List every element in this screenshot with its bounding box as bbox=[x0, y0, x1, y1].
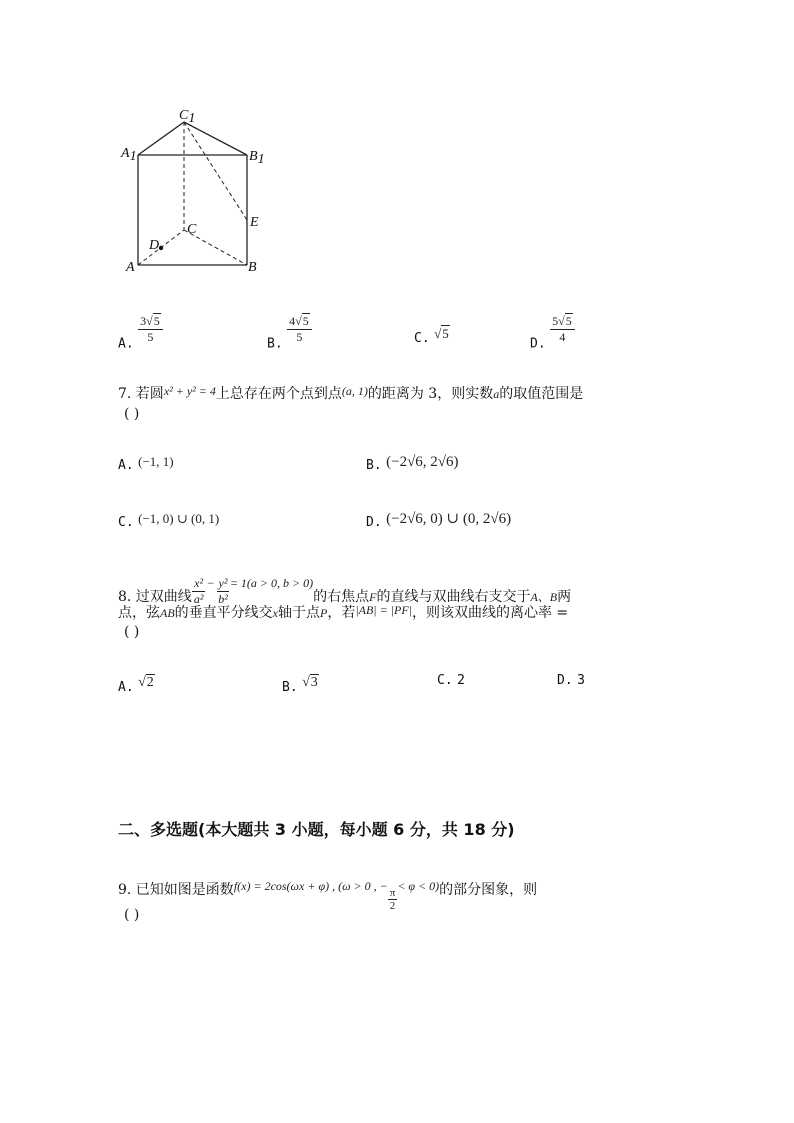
q7-stem: 7. 若圆x² + y² = 4上总存在两个点到点(a, 1)的距离为 3，则实数a的取值范围是 bbox=[118, 384, 584, 402]
option-label: D. bbox=[530, 336, 546, 352]
label-A: A bbox=[126, 260, 135, 275]
q6-option-c[interactable] bbox=[414, 324, 450, 349]
q7-answer-paren: ( ) bbox=[124, 406, 140, 422]
fraction-pi-2: $\frac{\pi}{2}$ bbox=[389, 887, 396, 912]
q8-option-a[interactable]: A. √2 bbox=[118, 675, 154, 695]
edge-A1C1 bbox=[138, 122, 184, 155]
math-point: (a, 1) bbox=[341, 384, 368, 398]
q6-option-d[interactable] bbox=[530, 314, 575, 355]
q7-option-d[interactable]: D. (−2√6, 0) ∪ (0, 2√6) bbox=[366, 511, 512, 530]
q8-stem-line2: 点，弦AB的垂直平分线交x轴于点P，若|AB| = |PF|，则该双曲线的离心率 = bbox=[118, 603, 569, 621]
q9-answer-paren: ( ) bbox=[124, 907, 140, 923]
prism-figure bbox=[110, 100, 280, 280]
label-A1: A1 bbox=[121, 146, 137, 164]
label-B1: B1 bbox=[249, 149, 265, 167]
q8-option-d[interactable]: D. 3 bbox=[557, 673, 585, 688]
point-D bbox=[159, 246, 163, 250]
q8-stem-line1: 8. 过双曲线 $\frac{\text{x²}}{\text{a²}}$ − $\frac{\text{y²}}{\text{b²}}$ = 1(a > 0, b > 0)的右焦点F的直线与双曲线右支交于A、B两 bbox=[118, 576, 572, 606]
edge-C1B1 bbox=[184, 122, 247, 155]
section-heading: 二、多选题(本大题共 3 小题，每小题 6 分，共 18 分) bbox=[118, 820, 515, 839]
option-label: A. bbox=[118, 336, 134, 352]
fraction: $\frac{4√5}{5}$ bbox=[287, 314, 312, 345]
label-E: E bbox=[250, 215, 259, 230]
math-circle-eq: x² + y² = 4 bbox=[163, 384, 216, 398]
sqrt-value: √5 bbox=[434, 326, 449, 341]
option-label: B. bbox=[267, 336, 283, 352]
label-D: D bbox=[149, 238, 160, 253]
q8-option-b[interactable]: B. √3 bbox=[282, 675, 318, 695]
label-B: B bbox=[248, 260, 257, 275]
fraction: $\frac{3√5}{5}$ bbox=[138, 314, 163, 345]
q7-option-c[interactable]: C. (−1, 0) ∪ (0, 1) bbox=[118, 511, 220, 530]
option-label: C. bbox=[414, 331, 430, 346]
q6-option-b[interactable] bbox=[267, 314, 312, 355]
label-C: C bbox=[187, 222, 197, 237]
label-C1: C1 bbox=[179, 108, 196, 126]
q9-stem: 9. 已知如图是函数f(x) = 2cos(ωx + φ) , (ω > 0 , − $\frac{\pi}{2}$ < φ < 0)的部分图象，则 bbox=[118, 879, 538, 912]
q7-option-a[interactable]: A. (−1, 1) bbox=[118, 454, 174, 473]
q7-option-b[interactable]: B. (−2√6, 2√6) bbox=[366, 454, 459, 473]
segment-C1E bbox=[184, 122, 247, 220]
q8-answer-paren: ( ) bbox=[124, 624, 140, 640]
q8-option-c[interactable]: C. 2 bbox=[437, 673, 465, 688]
fraction: $\frac{5√5}{4}$ bbox=[550, 314, 575, 345]
math-function: f(x) = 2cos(ωx + φ) , (ω > 0 , − bbox=[233, 879, 388, 893]
fraction-y2-b2: $\frac{\text{y²}}{\text{b²}}$ bbox=[218, 576, 228, 606]
q6-option-a[interactable] bbox=[118, 314, 163, 355]
fraction-x2-a2: $\frac{\text{x²}}{\text{a²}}$ bbox=[193, 576, 204, 606]
